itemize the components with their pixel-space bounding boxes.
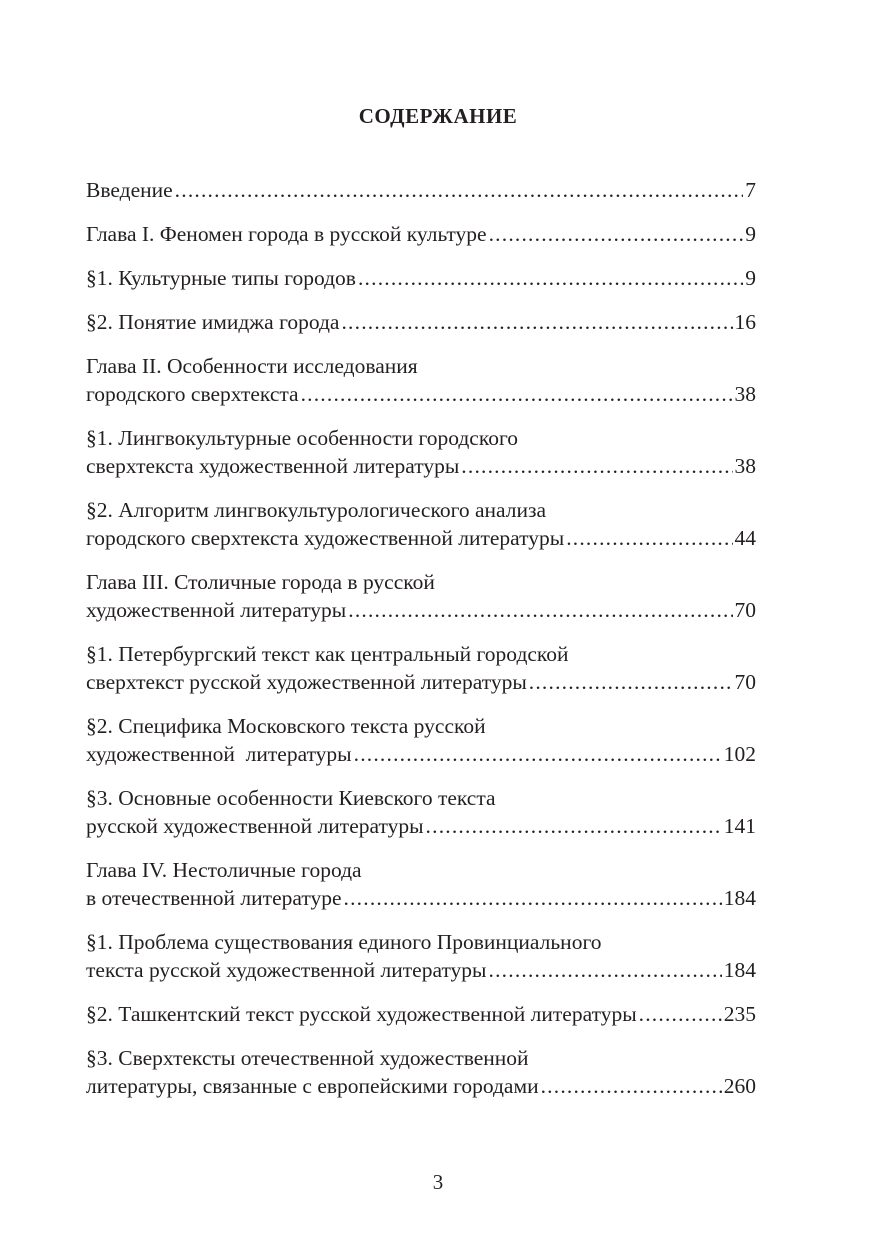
toc-entry-title: §2. Понятие имиджа города — [86, 310, 340, 334]
toc-entry-title: Глава I. Феномен города в русской культуре — [86, 222, 487, 246]
table-of-contents — [86, 176, 756, 1116]
toc-entry[interactable] — [86, 220, 756, 248]
dot-leader — [175, 176, 744, 204]
toc-entry-page: 9 — [745, 266, 756, 290]
toc-entry-page: 70 — [734, 598, 756, 622]
toc-entry-line — [86, 1072, 756, 1100]
dot-leader — [348, 596, 732, 624]
toc-entry-title-line1: §2. Специфика Московского текста русской — [86, 714, 486, 738]
toc-entry-title-line1: Глава II. Особенности исследования — [86, 354, 418, 378]
toc-entry-line — [86, 668, 756, 696]
toc-entry-page: 38 — [734, 454, 756, 478]
dot-leader — [301, 380, 733, 408]
toc-entry-line — [86, 1000, 756, 1028]
toc-entry[interactable] — [86, 352, 756, 408]
toc-entry-page: 184 — [723, 886, 756, 910]
dot-leader — [566, 524, 732, 552]
toc-entry-title-line1: §3. Основные особенности Киевского текста — [86, 786, 496, 810]
dot-leader — [341, 308, 732, 336]
toc-entry-page: 9 — [745, 222, 756, 246]
dot-leader — [489, 956, 722, 984]
dot-leader — [639, 1000, 722, 1028]
toc-entry-page: 184 — [723, 958, 756, 982]
toc-entry-title-line1: §3. Сверхтексты отечественной художественной — [86, 1046, 529, 1070]
toc-entry-title: городского сверхтекста художественной литературы — [86, 526, 565, 550]
toc-entry[interactable] — [86, 1044, 756, 1100]
toc-entry[interactable] — [86, 928, 756, 984]
toc-entry-title-line1: §1. Проблема существования единого Провинциального — [86, 930, 602, 954]
toc-entry-title: в отечественной литературе — [86, 886, 342, 910]
toc-entry-title-line1: §1. Петербургский текст как центральный городской — [86, 642, 569, 666]
toc-entry[interactable] — [86, 1000, 756, 1028]
toc-entry-page: 235 — [723, 1002, 756, 1026]
toc-entry[interactable] — [86, 496, 756, 552]
toc-entry-line — [86, 176, 756, 204]
toc-entry-title: сверхтекста художественной литературы — [86, 454, 460, 478]
toc-entry[interactable] — [86, 712, 756, 768]
toc-entry-title: художественной литературы — [86, 598, 347, 622]
toc-entry-line — [86, 596, 756, 624]
toc-entry-title: §2. Ташкентский текст русской художественной литературы — [86, 1002, 637, 1026]
toc-entry-line — [86, 308, 756, 336]
toc-entry-title: художественной литературы — [86, 742, 352, 766]
toc-entry-line — [86, 452, 756, 480]
toc-entry-title: §1. Культурные типы городов — [86, 266, 356, 290]
dot-leader — [354, 740, 722, 768]
toc-entry-line — [86, 884, 756, 912]
page-title: СОДЕРЖАНИЕ — [358, 104, 518, 128]
dot-leader — [358, 264, 743, 292]
dot-leader — [461, 452, 732, 480]
toc-entry-title: сверхтекст русской художественной литературы — [86, 670, 527, 694]
toc-entry-line — [86, 956, 756, 984]
toc-entry[interactable] — [86, 264, 756, 292]
toc-entry-title-line1: Глава III. Столичные города в русской — [86, 570, 435, 594]
dot-leader — [489, 220, 744, 248]
toc-entry-line — [86, 524, 756, 552]
toc-entry-line — [86, 264, 756, 292]
toc-entry-title: литературы, связанные с европейскими городами — [86, 1074, 539, 1098]
toc-entry-page: 260 — [723, 1074, 756, 1098]
toc-entry-title: городского сверхтекста — [86, 382, 299, 406]
toc-entry-title-line1: §2. Алгоритм лингвокультурологического анализа — [86, 498, 547, 522]
toc-entry-page: 44 — [734, 526, 756, 550]
dot-leader — [426, 812, 722, 840]
page-number: 3 — [432, 1170, 444, 1194]
toc-entry[interactable] — [86, 784, 756, 840]
toc-entry-page: 16 — [734, 310, 756, 334]
dot-leader — [344, 884, 722, 912]
toc-entry-title-line1: §1. Лингвокультурные особенности городского — [86, 426, 518, 450]
toc-entry[interactable] — [86, 568, 756, 624]
toc-entry-title: Введение — [86, 178, 173, 202]
toc-entry-page: 141 — [723, 814, 756, 838]
toc-entry[interactable] — [86, 308, 756, 336]
toc-entry[interactable] — [86, 176, 756, 204]
toc-entry[interactable] — [86, 856, 756, 912]
toc-entry-line — [86, 220, 756, 248]
toc-entry[interactable] — [86, 640, 756, 696]
toc-entry-page: 7 — [745, 178, 756, 202]
dot-leader — [529, 668, 733, 696]
toc-entry-page: 102 — [723, 742, 756, 766]
toc-entry-line — [86, 380, 756, 408]
toc-entry[interactable] — [86, 424, 756, 480]
toc-entry-page: 38 — [734, 382, 756, 406]
toc-entry-page: 70 — [734, 670, 756, 694]
dot-leader — [541, 1072, 722, 1100]
toc-entry-title: русской художественной литературы — [86, 814, 424, 838]
toc-entry-title: текста русской художественной литературы — [86, 958, 487, 982]
toc-entry-title-line1: Глава IV. Нестоличные города — [86, 858, 362, 882]
toc-entry-line — [86, 812, 756, 840]
toc-entry-line — [86, 740, 756, 768]
